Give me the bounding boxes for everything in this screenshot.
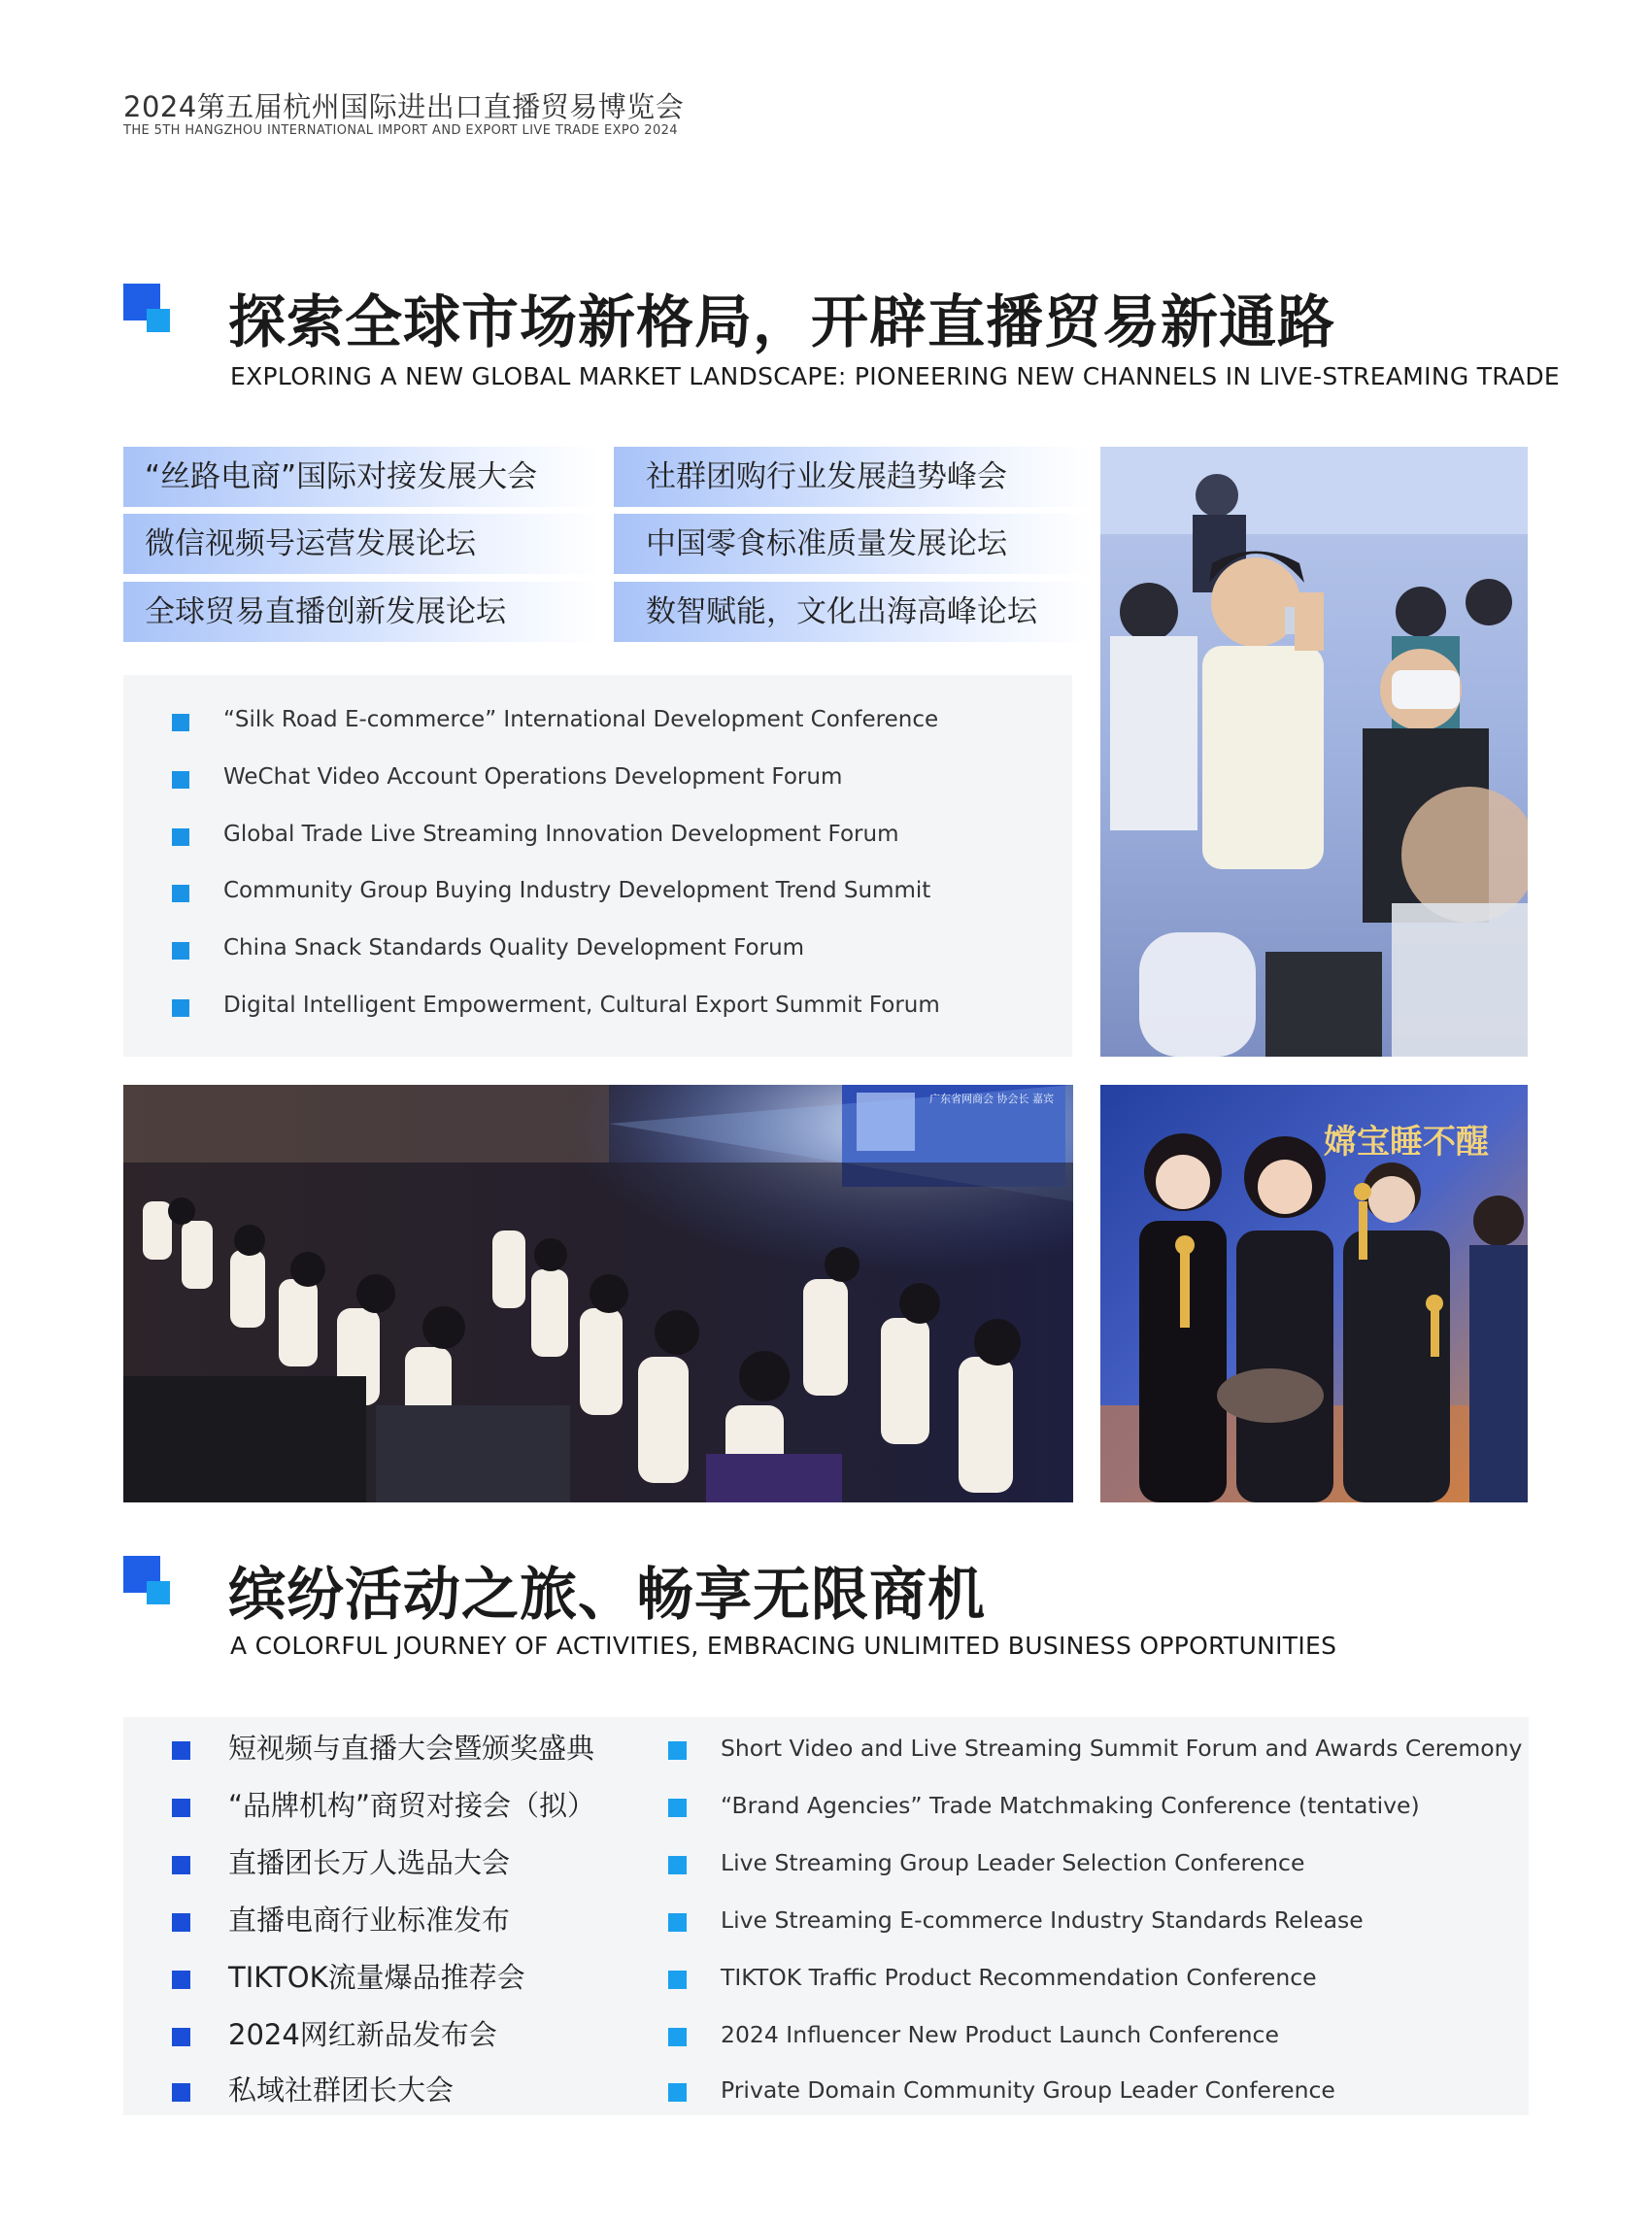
activities-list — [123, 1717, 1529, 2115]
list-item: Live Streaming Group Leader Selection Conference — [721, 1849, 1305, 1876]
conference-hall-photo — [123, 1085, 1073, 1502]
award-ceremony-photo — [1100, 1085, 1528, 1502]
section2-subtitle: A COLORFUL JOURNEY OF ACTIVITIES, EMBRACING UNLIMITED BUSINESS OPPORTUNITIES — [230, 1632, 1337, 1660]
section1-subtitle: EXPLORING A NEW GLOBAL MARKET LANDSCAPE: PIONEERING NEW CHANNELS IN LIVE-STREAMING TRADE — [230, 362, 1561, 390]
stage-screen-text: 广东省网商会 协会长 嘉宾 — [929, 1093, 1054, 1105]
list-item: 2024 Influencer New Product Launch Conference — [721, 2021, 1279, 2048]
forum-tag: 中国零食标准质量发展论坛 — [614, 514, 1090, 574]
list-item: Short Video and Live Streaming Summit Forum and Awards Ceremony — [721, 1735, 1523, 1762]
forum-list-en: “Silk Road E-commerce” International Development Conference WeChat Video Account Operations Development Forum Global Trade Live Streaming Innovation Development Forum Community Group Buying Industry Development Trend Summit China Snack Standards Quality Development Forum Digital Intelligent Empowerment, Cultural Export Summit Forum — [123, 675, 1072, 1057]
list-item: 私域社群团长大会 — [228, 2073, 455, 2107]
list-item: 直播电商行业标准发布 — [228, 1904, 511, 1937]
expo-title-en: THE 5TH HANGZHOU INTERNATIONAL IMPORT AND EXPORT LIVE TRADE EXPO 2024 — [123, 123, 678, 138]
forum-tag: 数智赋能，文化出海高峰论坛 — [614, 582, 1090, 642]
forum-tag: 社群团购行业发展趋势峰会 — [614, 447, 1090, 507]
list-item: “Brand Agencies” Trade Matchmaking Conference (tentative) — [721, 1792, 1420, 1819]
list-item: TIKTOK流量爆品推荐会 — [228, 1961, 525, 1994]
section1-title: 探索全球市场新格局，开辟直播贸易新通路 — [228, 288, 1336, 355]
list-item: 直播团长万人选品大会 — [228, 1846, 511, 1879]
list-item: Live Streaming E-commerce Industry Standards Release — [721, 1906, 1364, 1934]
forum-tag: “丝路电商”国际对接发展大会 — [123, 447, 599, 507]
list-item: Private Domain Community Group Leader Conference — [721, 2076, 1335, 2104]
section-marker-icon — [123, 284, 172, 332]
section-marker-icon — [123, 1556, 172, 1604]
forum-tag: 全球贸易直播创新发展论坛 — [123, 582, 599, 642]
section2-title: 缤纷活动之旅、畅享无限商机 — [228, 1561, 987, 1628]
expo-title-cn: 2024第五届杭州国际进出口直播贸易博览会 — [123, 90, 685, 123]
list-item: 2024网红新品发布会 — [228, 2018, 497, 2051]
audience-photo — [1100, 447, 1528, 1057]
list-item: 短视频与直播大会暨颁奖盛典 — [228, 1732, 595, 1765]
backdrop-text: 嫦宝睡不醒 — [1324, 1123, 1489, 1162]
forum-tag: 微信视频号运营发展论坛 — [123, 514, 599, 574]
list-item: TIKTOK Traffic Product Recommendation Conference — [721, 1964, 1317, 1991]
list-item: “品牌机构”商贸对接会（拟） — [228, 1789, 596, 1822]
